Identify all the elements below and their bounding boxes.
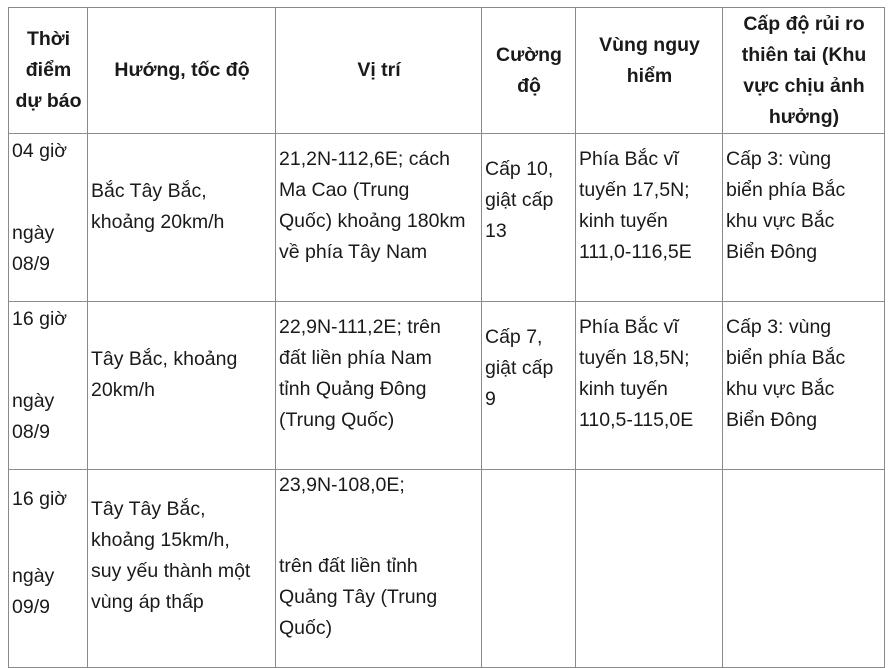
cell-position: 21,2N-112,6E; cách Ma Cao (Trung Quốc) khoảng 180km về phía Tây Nam — [276, 134, 482, 302]
forecast-table — [8, 7, 885, 668]
cell-direction: Tây Bắc, khoảng 20km/h — [88, 302, 276, 470]
table-row — [9, 302, 885, 470]
table-row — [9, 470, 885, 668]
cell-direction: Tây Tây Bắc, khoảng 15km/h, suy yếu thành một vùng áp thấp — [88, 470, 276, 668]
header-danger-zone: Vùng nguy hiểm — [576, 8, 723, 134]
cell-danger-zone: Phía Bắc vĩ tuyến 17,5N; kinh tuyến 111,0-116,5E — [576, 134, 723, 302]
cell-danger-zone — [576, 470, 723, 668]
cell-intensity: Cấp 10, giật cấp 13 — [482, 134, 576, 302]
table-header-row — [9, 8, 885, 134]
cell-position: 23,9N-108,0E; trên đất liền tỉnh Quảng Tây (Trung Quốc) — [276, 470, 482, 668]
cell-position: 22,9N-111,2E; trên đất liền phía Nam tỉnh Quảng Đông (Trung Quốc) — [276, 302, 482, 470]
header-direction: Hướng, tốc độ — [88, 8, 276, 134]
header-intensity: Cường độ — [482, 8, 576, 134]
cell-intensity: Cấp 7, giật cấp 9 — [482, 302, 576, 470]
header-position: Vị trí — [276, 8, 482, 134]
cell-time: 16 giờ ngày 09/9 — [9, 470, 88, 668]
table-row — [9, 134, 885, 302]
cell-time: 16 giờ ngày 08/9 — [9, 302, 88, 470]
cell-risk-level: Cấp 3: vùng biển phía Bắc khu vực Bắc Biển Đông — [723, 302, 885, 470]
cell-direction: Bắc Tây Bắc, khoảng 20km/h — [88, 134, 276, 302]
header-time: Thời điểm dự báo — [9, 8, 88, 134]
header-risk-level: Cấp độ rủi ro thiên tai (Khu vực chịu ảnh hưởng) — [723, 8, 885, 134]
cell-risk-level — [723, 470, 885, 668]
cell-risk-level: Cấp 3: vùng biển phía Bắc khu vực Bắc Biển Đông — [723, 134, 885, 302]
cell-intensity — [482, 470, 576, 668]
cell-danger-zone: Phía Bắc vĩ tuyến 18,5N; kinh tuyến 110,5-115,0E — [576, 302, 723, 470]
cell-time: 04 giờ ngày 08/9 — [9, 134, 88, 302]
